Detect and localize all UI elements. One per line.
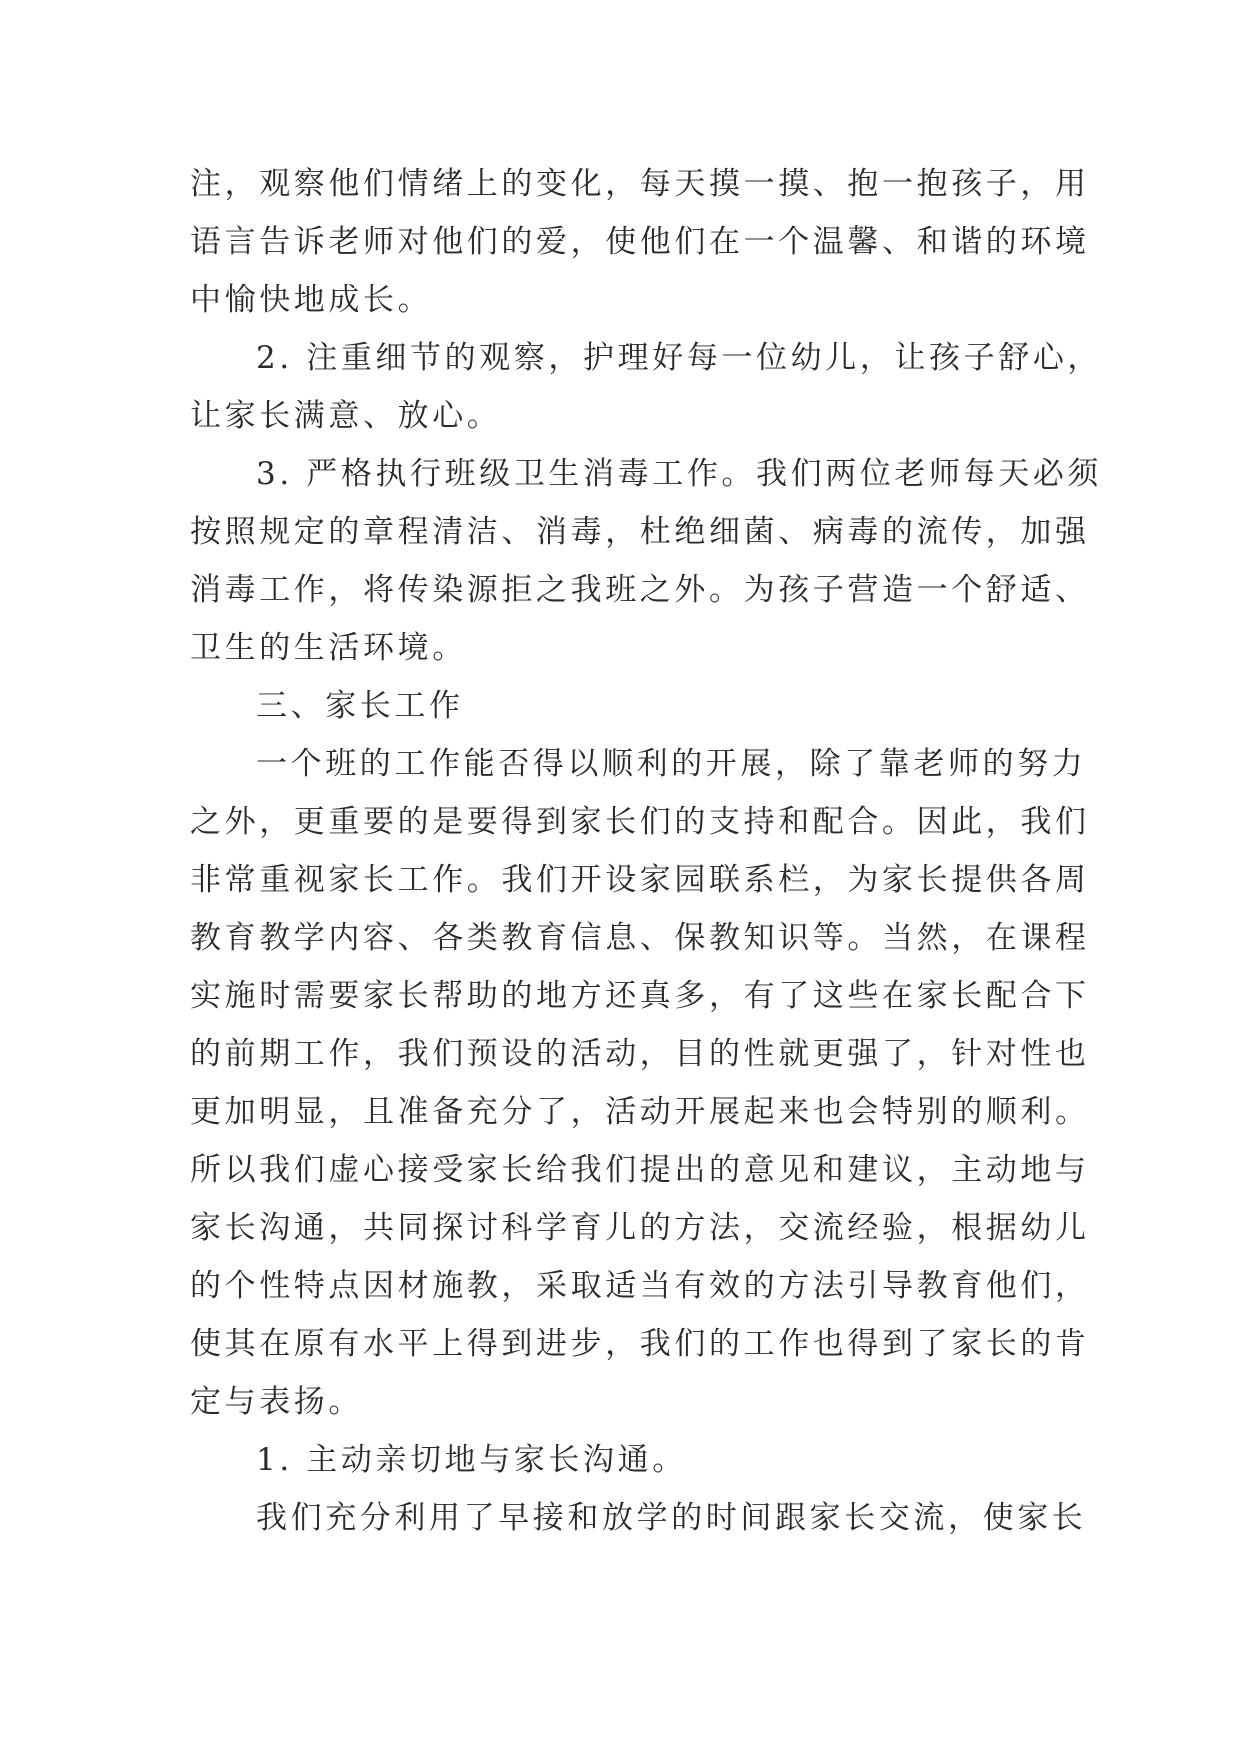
text-line: 的前期工作，我们预设的活动，目的性就更强了，针对性也 bbox=[190, 1036, 1090, 1072]
text-line: 非常重视家长工作。我们开设家园联系栏，为家长提供各周 bbox=[190, 862, 1090, 898]
text-line: 三、家长工作 bbox=[256, 688, 464, 724]
text-line: 注，观察他们情绪上的变化，每天摸一摸、抱一抱孩子，用 bbox=[190, 166, 1090, 202]
text-line: 我们充分利用了早接和放学的时间跟家长交流，使家长 bbox=[256, 1500, 1087, 1536]
text-line: 2. 注重细节的观察，护理好每一位幼儿，让孩子舒心， bbox=[256, 340, 1103, 376]
text-line: 让家长满意、放心。 bbox=[190, 398, 502, 434]
text-line: 消毒工作，将传染源拒之我班之外。为孩子营造一个舒适、 bbox=[190, 572, 1090, 608]
text-line: 一个班的工作能否得以顺利的开展，除了靠老师的努力 bbox=[256, 746, 1087, 782]
text-line: 1. 主动亲切地与家长沟通。 bbox=[256, 1442, 687, 1478]
text-line: 的个性特点因材施教，采取适当有效的方法引导教育他们， bbox=[190, 1268, 1090, 1304]
text-line: 教育教学内容、各类教育信息、保教知识等。当然，在课程 bbox=[190, 920, 1090, 956]
text-line: 更加明显，且准备充分了，活动开展起来也会特别的顺利。 bbox=[190, 1094, 1090, 1130]
document-body bbox=[190, 155, 1103, 1547]
text-line: 实施时需要家长帮助的地方还真多，有了这些在家长配合下 bbox=[190, 978, 1090, 1014]
text-line: 定与表扬。 bbox=[190, 1384, 363, 1420]
text-line: 按照规定的章程清洁、消毒，杜绝细菌、病毒的流传，加强 bbox=[190, 514, 1090, 550]
text-line: 3. 严格执行班级卫生消毒工作。我们两位老师每天必须 bbox=[256, 456, 1103, 492]
text-line: 语言告诉老师对他们的爱，使他们在一个温馨、和谐的环境 bbox=[190, 224, 1090, 260]
text-line: 使其在原有水平上得到进步，我们的工作也得到了家长的肯 bbox=[190, 1326, 1090, 1362]
text-line: 家长沟通，共同探讨科学育儿的方法，交流经验，根据幼儿 bbox=[190, 1210, 1090, 1246]
text-line: 之外，更重要的是要得到家长们的支持和配合。因此，我们 bbox=[190, 804, 1090, 840]
text-line: 中愉快地成长。 bbox=[190, 282, 433, 318]
text-line: 所以我们虚心接受家长给我们提出的意见和建议，主动地与 bbox=[190, 1152, 1090, 1188]
text-line: 卫生的生活环境。 bbox=[190, 630, 467, 666]
